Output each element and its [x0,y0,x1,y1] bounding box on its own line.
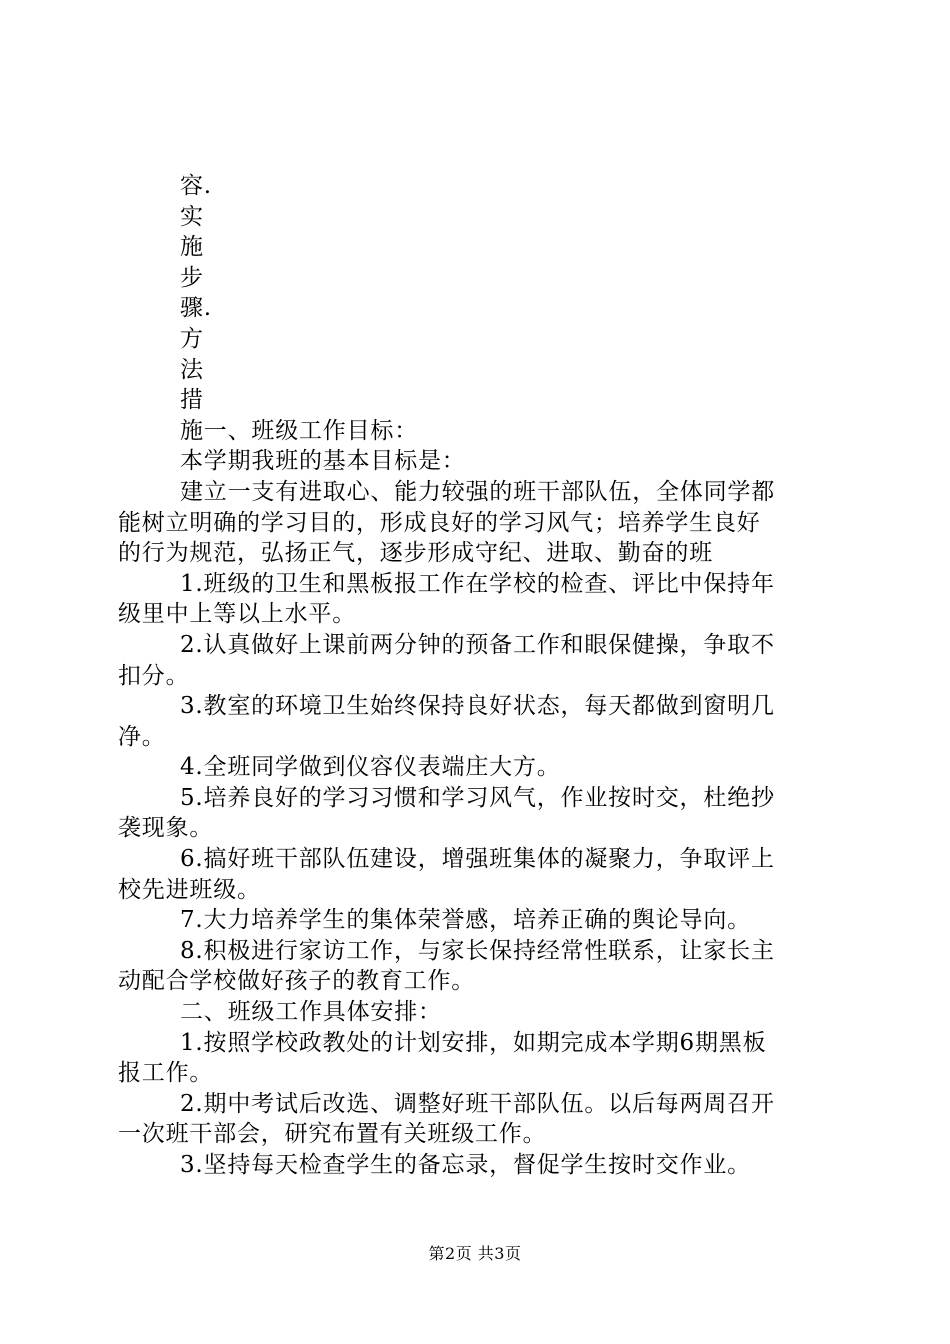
document-body [118,171,838,1181]
document-line: 一次班干部会，研究布置有关班级工作。 [118,1121,547,1148]
document-line: 2.期中考试后改选、调整好班干部队伍。以后每两周召开 [180,1090,775,1117]
document-line: 动配合学校做好孩子的教育工作。 [118,968,475,995]
document-line: 2.认真做好上课前两分钟的预备工作和眼保健操，争取不 [180,631,775,658]
document-line: 3.教室的环境卫生始终保持良好状态，每天都做到窗明几 [180,693,775,720]
document-line: 容. [180,173,212,199]
document-line: 6.搞好班干部队伍建设，增强班集体的凝聚力，争取评上 [180,846,775,873]
document-line: 校先进班级。 [118,876,261,903]
document-line: 1.按照学校政教处的计划安排，如期完成本学期6期黑板 [180,1029,767,1056]
document-line: 4.全班同学做到仪容仪表端庄大方。 [180,754,561,781]
document-line: 骤. [180,295,212,322]
document-line: 二、班级工作具体安排： [180,999,442,1026]
document-line: 施一、班级工作目标： [180,417,418,444]
document-line: 法 [180,356,204,383]
document-line: 的行为规范，弘扬正气，逐步形成守纪、进取、勤奋的班 [118,540,713,567]
document-line: 方 [180,325,204,352]
document-line: 措 [180,387,204,414]
document-line: 级里中上等以上水平。 [118,601,356,628]
document-line: 扣分。 [118,662,190,689]
document-line: 施 [180,234,204,261]
document-line: 实 [180,203,204,230]
document-line: 1.班级的卫生和黑板报工作在学校的检查、评比中保持年 [180,570,775,597]
document-line: 报工作。 [118,1060,214,1087]
document-line: 3.坚持每天检查学生的备忘录，督促学生按时交作业。 [180,1152,751,1178]
document-line: 8.积极进行家访工作，与家长保持经常性联系，让家长主 [180,937,775,964]
document-line: 5.培养良好的学习习惯和学习风气，作业按时交，杜绝抄 [180,784,775,811]
document-line: 7.大力培养学生的集体荣誉感，培养正确的舆论导向。 [180,907,751,934]
document-line: 净。 [118,723,166,750]
page-number-footer: 第2页 共3页 [428,1244,522,1263]
document-line: 袭现象。 [118,815,214,842]
document-line: 建立一支有进取心、能力较强的班干部队伍，全体同学都 [180,478,775,505]
document-line: 本学期我班的基本目标是： [180,448,466,475]
document-line: 能树立明确的学习目的，形成良好的学习风气；培养学生良好 [118,509,761,536]
document-line: 步 [180,264,204,291]
